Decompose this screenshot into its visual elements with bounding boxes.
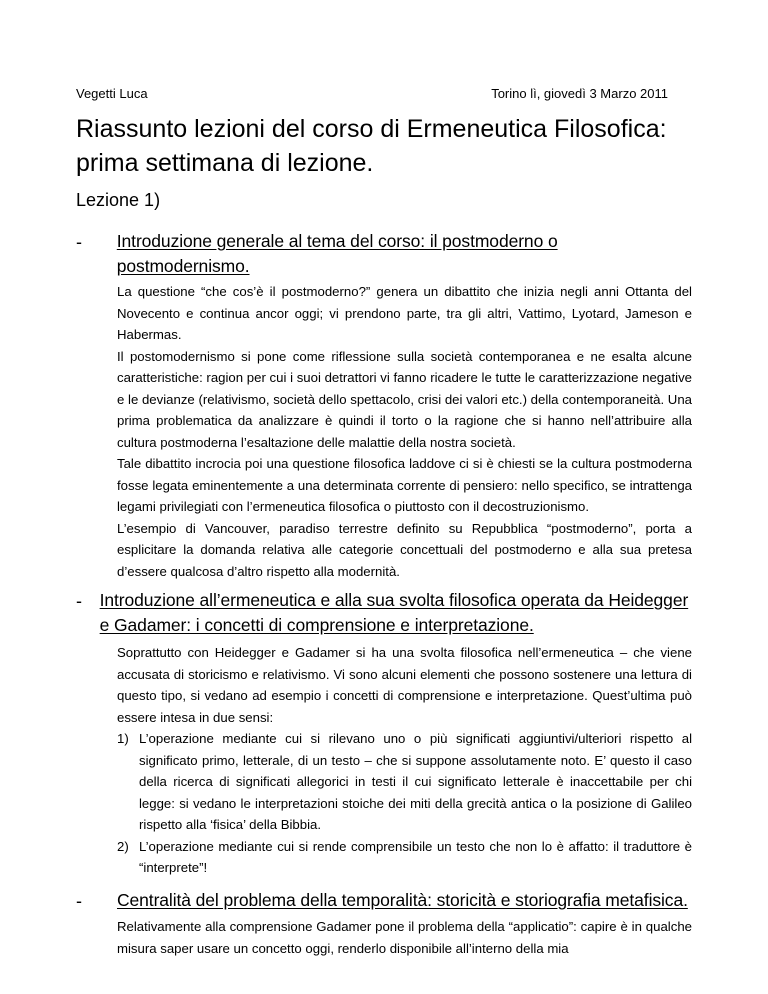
document-title: Riassunto lezioni del corso di Ermeneutica Filosofica: prima settimana di lezione. <box>76 115 667 177</box>
section-body <box>117 281 692 582</box>
lesson-label: Lezione 1) <box>76 190 161 210</box>
section-ermeneutica <box>76 588 692 879</box>
paragraph: Tale dibattito incrocia poi una questione filosofica laddove ci si è chiesti se la cultura postmoderna fosse legata eminentemente a una determinata corrente di pensiero: nello specifico, se intrattenga legami privilegiati con l’ermeneutica filosofica o piuttosto con il decostruzionismo. <box>117 456 692 514</box>
paragraph: Relativamente alla comprensione Gadamer pone il problema della “applicatio”: capire è in qualche misura saper usare un concetto oggi, renderlo disponibile all’interno della mia <box>117 919 692 956</box>
list-text: L’operazione mediante cui si rende comprensibile un testo che non lo è affatto: il traduttore è “interprete”! <box>139 838 692 875</box>
section-heading-row <box>76 588 692 638</box>
section-temporalita <box>76 888 692 959</box>
section-heading: Centralità del problema della temporalità: storicità e storiografia metafisica. <box>117 890 688 910</box>
dash-bullet: - <box>76 232 82 252</box>
paragraph: L’esempio di Vancouver, paradiso terrestre definito su Repubblica “postmoderno”, porta a esplicitare la domanda relativa alle categorie concettuali del postmoderno e alla sua pretesa d’essere qualcosa d’altro rispetto alla modernità. <box>117 520 692 579</box>
section-body <box>117 642 692 879</box>
dash-bullet: - <box>76 591 82 611</box>
section-heading-row <box>76 888 692 914</box>
page-header <box>76 86 668 101</box>
date-line: Torino lì, giovedì 3 Marzo 2011 <box>491 86 668 101</box>
section-body <box>117 916 692 959</box>
paragraph: La questione “che cos’è il postmoderno?” genera un dibattito che inizia negli anni Ottanta del Novecento e continua ancor oggi; vi prendono parte, tra gli altri, Vattimo, Lyotard, Jameson e Habermas. <box>117 284 692 342</box>
section-heading-row <box>76 229 692 279</box>
numbered-list <box>117 728 692 879</box>
list-item <box>117 728 692 836</box>
list-item <box>117 836 692 879</box>
dash-bullet: - <box>76 891 82 911</box>
list-number: 1) <box>117 731 129 746</box>
paragraph: Soprattutto con Heidegger e Gadamer si ha una svolta filosofica nell’ermeneutica – che viene accusata di storicismo e relativismo. Vi sono alcuni elementi che possono sostenere una lettura di questo tipo, si vedano ad esempio i concetti di comprensione e interpretazione. Quest’ultima può essere intesa in due sensi: <box>117 645 692 725</box>
section-postmoderno <box>76 229 692 582</box>
list-number: 2) <box>117 838 129 854</box>
section-heading: Introduzione all’ermeneutica e alla sua svolta filosofica operata da Heidegger e Gadamer: i concetti di comprensione e interpretazione. <box>99 590 689 635</box>
author-name: Vegetti Luca <box>76 86 148 101</box>
paragraph: Il postomodernismo si pone come riflessione sulla società contemporanea e ne esalta alcune caratteristiche: ragion per cui i suoi detrattori vi fanno ricadere le tutte le caratterizzazione negative e le devianze (relativismo, società dello spettacolo, crisi dei valori etc.) della contemporaneità. Una prima problematica da analizzare è quindi il torto o la ragione che si hanno nell’attribuire alla cultura postmoderna l’esaltazione delle malattie della nostra società. <box>117 348 692 450</box>
section-heading: Introduzione generale al tema del corso: il postmoderno o postmodernismo. <box>116 231 558 276</box>
list-text: L’operazione mediante cui si rilevano uno o più significati aggiuntivi/ulteriori rispetto al significato primo, letterale, di un testo – che si suppone assolutamente noto. E’ questo il caso della ricerca di significati allegorici in testi il cui significato letterale è inaccettabile per chi legge: si vedano le interpretazioni stoiche dei miti della grecità antica o la posizione di Galileo rispetto alla ‘fisica’ della Bibbia. <box>139 731 692 832</box>
